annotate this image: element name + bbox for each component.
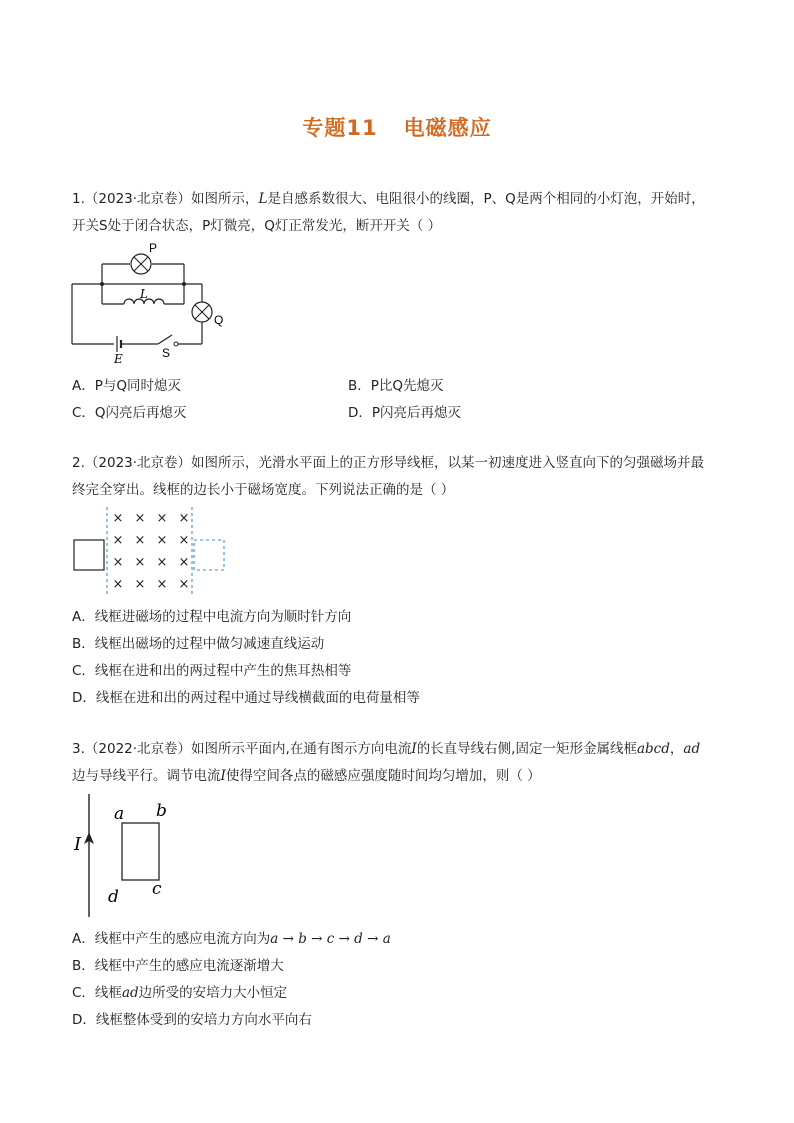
q2-option-b: B．线框出磁场的过程中做匀减速直线运动 (72, 636, 325, 652)
rectangular-frame (122, 823, 159, 880)
q1-circuit-figure (68, 240, 238, 365)
fig-label-L: L (140, 287, 148, 301)
field-cross-mark: × (178, 555, 190, 570)
q3-stem-b: 的长直导线右侧,固定一矩形金属线框 (416, 741, 637, 757)
field-cross-mark: × (178, 533, 190, 548)
title-number: 专题11 (302, 116, 378, 140)
q3-option-c-var: ad (121, 985, 139, 1001)
q3-source: （2022·北京卷） (84, 741, 192, 757)
q1-stem-b: 是自感系数很大、电阻很小的线圈，P、Q是两个相同的小灯泡，开始时， (267, 191, 705, 207)
q3-comma: ， (669, 741, 684, 757)
field-cross-mark: × (156, 511, 168, 526)
q1-stem-c: 开关S处于闭合状态，P灯微亮，Q灯正常发光，断开开关（ ） (72, 218, 442, 234)
q3-var-abcd: abcd (636, 741, 670, 757)
title-name: 电磁感应 (403, 116, 492, 140)
q1-var-L: L (258, 191, 268, 207)
lamp-p-icon (131, 254, 151, 274)
fig-label-S: S (162, 346, 171, 360)
q2-number: 2. (72, 455, 85, 471)
q1-stem-a: 如图所示， (191, 191, 259, 207)
field-cross-mark: × (112, 511, 124, 526)
q3-stem-a: 如图所示平面内,在通有图示方向电流 (191, 741, 412, 757)
fig-label-b: b (156, 801, 167, 821)
q3-option-c-prefix: C．线框 (72, 985, 122, 1001)
q2-option-c: C．线框在进和出的两过程中产生的焦耳热相等 (72, 663, 352, 679)
q2-option-d: D．线框在进和出的两过程中通过导线横截面的电荷量相等 (72, 690, 420, 706)
q3-option-b: B．线框中产生的感应电流逐渐增大 (72, 958, 284, 974)
q3-stem-c: 边与导线平行。调节电流 (72, 768, 221, 784)
q3-option-d: D．线框整体受到的安培力方向水平向右 (72, 1012, 312, 1028)
fig-label-c: c (152, 879, 162, 899)
field-cross-mark: × (156, 577, 168, 592)
q2-stem-b: 终完全穿出。线框的边长小于磁场宽度。下列说法正确的是（ ） (72, 482, 455, 498)
q1-option-b: B．P比Q先熄灭 (348, 378, 444, 394)
square-frame (74, 540, 104, 570)
field-cross-mark: × (134, 533, 146, 548)
field-cross-mark: × (156, 533, 168, 548)
question-2-stem (72, 450, 732, 504)
q1-number: 1. (72, 191, 85, 207)
q2-stem-a: 如图所示，光滑水平面上的正方形导线框，以某一初速度进入竖直向下的匀强磁场并最 (191, 455, 705, 471)
fig-label-I: I (74, 834, 82, 855)
field-cross-mark: × (156, 555, 168, 570)
q3-var-ad: ad (683, 741, 701, 757)
q3-wire-frame-figure (68, 792, 198, 922)
page-title (0, 112, 794, 142)
q2-magnetic-field-figure (68, 505, 238, 600)
q3-stem-d: 使得空间各点的磁感应强度随时间均匀增加，则（ ） (225, 768, 541, 784)
field-cross-mark: × (134, 577, 146, 592)
fig-label-d: d (108, 887, 119, 907)
fig-label-E: E (114, 352, 123, 366)
q3-option-a-path: a → b → c → d → a (270, 931, 391, 947)
lamp-q-icon (192, 302, 212, 322)
q3-option-c-suffix: 边所受的安培力大小恒定 (138, 985, 288, 1001)
field-cross-mark: × (112, 533, 124, 548)
q2-source: （2023·北京卷） (84, 455, 192, 471)
field-cross-mark: × (178, 511, 190, 526)
square-frame-exit-position (194, 540, 224, 570)
fig-label-Q: Q (214, 313, 224, 327)
q3-option-a (72, 927, 391, 947)
q3-var-I: I (411, 741, 417, 757)
q3-number: 3. (72, 741, 85, 757)
q1-source: （2023·北京卷） (84, 191, 192, 207)
fig-label-P: P (149, 241, 158, 255)
question-3-stem (72, 736, 732, 790)
q3-var-I-2: I (220, 768, 226, 784)
q3-option-c (72, 981, 287, 1001)
fig-label-a: a (114, 804, 125, 824)
field-cross-mark: × (134, 555, 146, 570)
field-cross-mark: × (134, 511, 146, 526)
q3-option-a-text: A．线框中产生的感应电流方向为 (72, 931, 271, 947)
q1-option-d: D．P闪亮后再熄灭 (348, 405, 462, 421)
field-cross-mark: × (178, 577, 190, 592)
field-cross-mark: × (112, 577, 124, 592)
q1-option-c: C．Q闪亮后再熄灭 (72, 405, 187, 421)
q2-option-a: A．线框进磁场的过程中电流方向为顺时针方向 (72, 609, 352, 625)
field-cross-mark: × (112, 555, 124, 570)
q1-option-a: A．P与Q同时熄灭 (72, 378, 182, 394)
question-1-stem (72, 186, 732, 240)
